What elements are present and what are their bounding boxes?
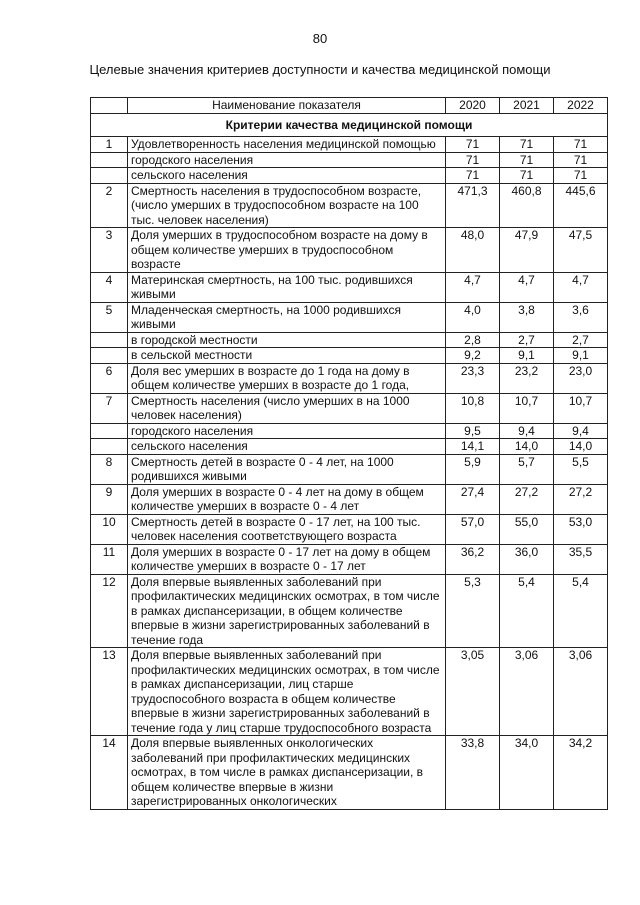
value-cell: 9,4: [500, 423, 554, 439]
indicator-name-cell: сельского населения: [128, 439, 446, 455]
value-cell: 9,1: [500, 348, 554, 364]
value-cell: 3,6: [554, 302, 608, 332]
value-cell: 71: [554, 137, 608, 153]
row-number-cell: 1: [91, 137, 128, 153]
value-cell: 34,2: [554, 736, 608, 810]
row-number-cell: 9: [91, 484, 128, 514]
indicator-name-cell: Доля умерших в трудоспособном возрасте на дому в общем количестве умерших в трудоспособном возрасте: [128, 228, 446, 273]
table-row: [91, 439, 608, 455]
indicator-name-cell: в городской местности: [128, 332, 446, 348]
table-row: [91, 363, 608, 393]
header-year-cell: 2022: [554, 98, 608, 114]
value-cell: 71: [500, 168, 554, 184]
indicator-name-cell: Материнская смертность, на 100 тыс. родившихся живыми: [128, 272, 446, 302]
value-cell: 71: [500, 152, 554, 168]
table-row: [91, 484, 608, 514]
table-row: [91, 228, 608, 273]
value-cell: 47,9: [500, 228, 554, 273]
value-cell: 5,4: [500, 574, 554, 648]
indicator-name-cell: Доля умерших в возрасте 0 - 4 лет на дому в общем количестве умерших в возрасте 0 - 4 лет: [128, 484, 446, 514]
value-cell: 48,0: [446, 228, 500, 273]
indicator-name-cell: городского населения: [128, 423, 446, 439]
value-cell: 9,5: [446, 423, 500, 439]
indicator-name-cell: городского населения: [128, 152, 446, 168]
indicator-name-cell: Смертность населения (число умерших в на 1000 человек населения): [128, 393, 446, 423]
section-title: Критерии качества медицинской помощи: [91, 114, 608, 137]
criteria-table: [90, 97, 608, 810]
section-title-row: [91, 114, 608, 137]
value-cell: 9,1: [554, 348, 608, 364]
table-row: [91, 168, 608, 184]
value-cell: 4,7: [554, 272, 608, 302]
value-cell: 9,4: [554, 423, 608, 439]
table-row: [91, 514, 608, 544]
value-cell: 27,2: [500, 484, 554, 514]
table-row: [91, 302, 608, 332]
row-number-cell: 13: [91, 648, 128, 736]
row-number-cell: [91, 348, 128, 364]
row-number-cell: 2: [91, 183, 128, 228]
value-cell: 27,4: [446, 484, 500, 514]
row-number-cell: 3: [91, 228, 128, 273]
row-number-cell: 5: [91, 302, 128, 332]
table-row: [91, 423, 608, 439]
criteria-table-body: [91, 98, 608, 810]
value-cell: 10,7: [554, 393, 608, 423]
value-cell: 71: [500, 137, 554, 153]
header-year-cell: 2021: [500, 98, 554, 114]
value-cell: 3,8: [500, 302, 554, 332]
value-cell: 2,7: [554, 332, 608, 348]
table-row: [91, 332, 608, 348]
indicator-name-cell: в сельской местности: [128, 348, 446, 364]
row-number-cell: 7: [91, 393, 128, 423]
value-cell: 3,05: [446, 648, 500, 736]
indicator-name-cell: Удовлетворенность населения медицинской помощью: [128, 137, 446, 153]
value-cell: 2,7: [500, 332, 554, 348]
row-number-cell: [91, 152, 128, 168]
indicator-name-cell: Младенческая смертность, на 1000 родившихся живыми: [128, 302, 446, 332]
row-number-cell: 4: [91, 272, 128, 302]
indicator-name-cell: Доля впервые выявленных онкологических заболеваний при профилактических медицинских осмотрах, в том числе в рамках диспансеризации, в общем количестве впервые в жизни зарегистрированных онкологических: [128, 736, 446, 810]
indicator-name-cell: Доля впервые выявленных заболеваний при профилактических медицинских осмотрах, в том числе в рамках диспансеризации, в общем количестве впервые в жизни зарегистрированных заболеваний в течение года: [128, 574, 446, 648]
row-number-cell: [91, 332, 128, 348]
value-cell: 5,9: [446, 454, 500, 484]
row-number-cell: 12: [91, 574, 128, 648]
value-cell: 2,8: [446, 332, 500, 348]
row-number-cell: 6: [91, 363, 128, 393]
table-row: [91, 272, 608, 302]
header-num-cell: [91, 98, 128, 114]
value-cell: 55,0: [500, 514, 554, 544]
value-cell: 71: [554, 168, 608, 184]
header-year-cell: 2020: [446, 98, 500, 114]
value-cell: 3,06: [500, 648, 554, 736]
table-row: [91, 574, 608, 648]
row-number-cell: 10: [91, 514, 128, 544]
value-cell: 5,5: [554, 454, 608, 484]
page-number: 80: [312, 31, 328, 46]
value-cell: 4,7: [446, 272, 500, 302]
indicator-name-cell: Смертность детей в возрасте 0 - 4 лет, на 1000 родившихся живыми: [128, 454, 446, 484]
value-cell: 36,0: [500, 544, 554, 574]
value-cell: 445,6: [554, 183, 608, 228]
indicator-name-cell: Доля умерших в возрасте 0 - 17 лет на дому в общем количестве умерших в возрасте 0 - 17 лет: [128, 544, 446, 574]
value-cell: 5,4: [554, 574, 608, 648]
value-cell: 14,1: [446, 439, 500, 455]
value-cell: 27,2: [554, 484, 608, 514]
value-cell: 33,8: [446, 736, 500, 810]
indicator-name-cell: Смертность населения в трудоспособном возрасте, (число умерших в трудоспособном возрасте на 100 тыс. человек населения): [128, 183, 446, 228]
row-number-cell: [91, 439, 128, 455]
value-cell: 23,3: [446, 363, 500, 393]
table-row: [91, 137, 608, 153]
value-cell: 5,3: [446, 574, 500, 648]
value-cell: 71: [446, 152, 500, 168]
value-cell: 34,0: [500, 736, 554, 810]
value-cell: 14,0: [554, 439, 608, 455]
value-cell: 23,2: [500, 363, 554, 393]
value-cell: 460,8: [500, 183, 554, 228]
value-cell: 71: [446, 168, 500, 184]
value-cell: 3,06: [554, 648, 608, 736]
indicator-name-cell: Доля впервые выявленных заболеваний при профилактических медицинских осмотрах, в том числе в рамках диспансеризации, лиц старше трудоспособного возраста в общем количестве впервые в жизни зарегистрированных заболеваний в течение года у лиц старше трудоспособного возраста: [128, 648, 446, 736]
value-cell: 53,0: [554, 514, 608, 544]
indicator-name-cell: Смертность детей в возрасте 0 - 17 лет, на 100 тыс. человек населения соответствующего возраста: [128, 514, 446, 544]
row-number-cell: [91, 423, 128, 439]
value-cell: 23,0: [554, 363, 608, 393]
indicator-name-cell: Доля вес умерших в возрасте до 1 года на дому в общем количестве умерших в возрасте до 1 года,: [128, 363, 446, 393]
value-cell: 57,0: [446, 514, 500, 544]
value-cell: 47,5: [554, 228, 608, 273]
row-number-cell: [91, 168, 128, 184]
table-row: [91, 736, 608, 810]
row-number-cell: 14: [91, 736, 128, 810]
table-row: [91, 348, 608, 364]
row-number-cell: 11: [91, 544, 128, 574]
table-header-row: [91, 98, 608, 114]
value-cell: 36,2: [446, 544, 500, 574]
value-cell: 71: [554, 152, 608, 168]
table-row: [91, 393, 608, 423]
indicator-name-cell: сельского населения: [128, 168, 446, 184]
value-cell: 4,7: [500, 272, 554, 302]
value-cell: 10,8: [446, 393, 500, 423]
value-cell: 5,7: [500, 454, 554, 484]
table-row: [91, 544, 608, 574]
value-cell: 471,3: [446, 183, 500, 228]
header-name-cell: Наименование показателя: [128, 98, 446, 114]
value-cell: 14,0: [500, 439, 554, 455]
table-row: [91, 648, 608, 736]
table-row: [91, 152, 608, 168]
value-cell: 71: [446, 137, 500, 153]
document-title: Целевые значения критериев доступности и качества медицинской помощи: [89, 62, 551, 77]
table-row: [91, 454, 608, 484]
row-number-cell: 8: [91, 454, 128, 484]
table-row: [91, 183, 608, 228]
value-cell: 10,7: [500, 393, 554, 423]
value-cell: 9,2: [446, 348, 500, 364]
value-cell: 4,0: [446, 302, 500, 332]
value-cell: 35,5: [554, 544, 608, 574]
